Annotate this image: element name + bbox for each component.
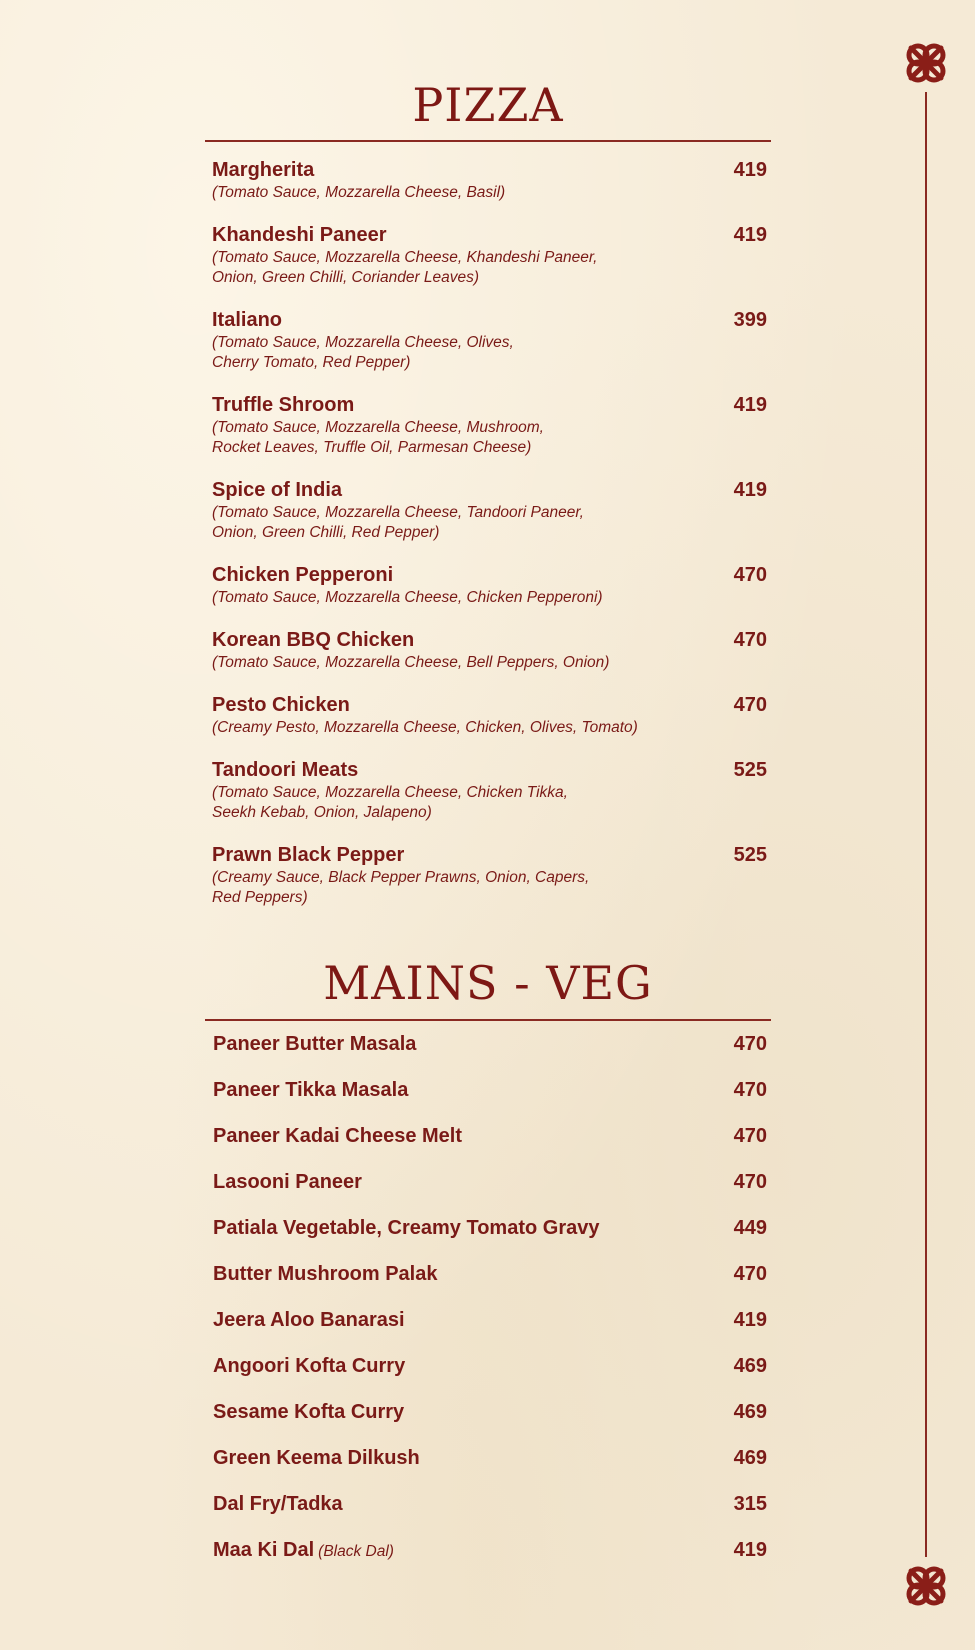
menu-item xyxy=(213,1170,767,1216)
menu-item-name: Angoori Kofta Curry xyxy=(213,1355,406,1377)
menu-item-row xyxy=(212,308,767,332)
menu-item-price: 449 xyxy=(733,1217,767,1239)
menu-item-name-group xyxy=(213,1262,437,1286)
menu-item-name: Lasooni Paneer xyxy=(213,1171,362,1193)
menu-item-description: (Tomato Sauce, Mozzarella Cheese, Chicken Pepperoni) xyxy=(212,589,603,606)
menu-item-name: Pesto Chicken xyxy=(212,694,350,716)
menu-item-row xyxy=(212,563,767,587)
menu-item-price: 419 xyxy=(733,394,767,416)
menu-item-name: Spice of India xyxy=(212,479,343,501)
menu-item-row xyxy=(212,158,767,182)
menu-item-name: Margherita xyxy=(212,159,315,181)
menu-item-name-group xyxy=(213,1078,408,1102)
menu-item-name-group xyxy=(213,1032,416,1056)
menu-item xyxy=(212,693,767,738)
menu-item xyxy=(213,1078,767,1124)
menu-item-row xyxy=(212,758,767,782)
menu-item-row xyxy=(212,393,767,417)
menu-item-price: 469 xyxy=(733,1355,767,1377)
menu-item-name-group xyxy=(213,1308,405,1332)
menu-item-price: 470 xyxy=(733,629,767,651)
menu-item-name: Dal Fry/Tadka xyxy=(213,1493,343,1515)
menu-item xyxy=(212,393,767,458)
mains-veg-list xyxy=(213,1032,767,1584)
menu-item-name: Italiano xyxy=(212,309,283,331)
menu-item-name: Chicken Pepperoni xyxy=(212,564,394,586)
section-title-pizza: PIZZA xyxy=(412,78,564,132)
menu-item-price: 470 xyxy=(733,1171,767,1193)
section-divider xyxy=(205,140,771,142)
menu-item-row xyxy=(212,223,767,247)
menu-item-name-group xyxy=(213,1446,420,1470)
menu-item-description: (Creamy Sauce, Black Pepper Prawns, Onion, Capers, Red Peppers) xyxy=(212,869,590,906)
menu-item-price: 419 xyxy=(733,1539,767,1561)
knot-ornament-icon xyxy=(903,40,949,86)
menu-item-name: Truffle Shroom xyxy=(212,394,355,416)
menu-item-name: Patiala Vegetable, Creamy Tomato Gravy xyxy=(213,1217,600,1239)
menu-item-description: (Tomato Sauce, Mozzarella Cheese, Khandeshi Paneer, Onion, Green Chilli, Coriander Leaves) xyxy=(212,249,598,286)
menu-item-description: (Tomato Sauce, Mozzarella Cheese, Basil) xyxy=(212,184,506,201)
menu-item-description: (Tomato Sauce, Mozzarella Cheese, Chicken Tikka, Seekh Kebab, Onion, Jalapeno) xyxy=(212,784,568,821)
menu-item-price: 419 xyxy=(733,159,767,181)
pizza-list xyxy=(212,158,767,928)
menu-item xyxy=(213,1538,767,1584)
menu-item-price: 470 xyxy=(733,1079,767,1101)
menu-item-price: 469 xyxy=(733,1401,767,1423)
menu-item xyxy=(212,843,767,908)
menu-item-name-group xyxy=(213,1400,404,1424)
menu-item-note: (Black Dal) xyxy=(318,1543,394,1560)
menu-item-price: 469 xyxy=(733,1447,767,1469)
menu-item-name: Butter Mushroom Palak xyxy=(213,1263,438,1285)
menu-item xyxy=(212,158,767,203)
menu-item-name-group xyxy=(213,1354,405,1378)
menu-item-name: Jeera Aloo Banarasi xyxy=(213,1309,405,1331)
menu-item-name-group xyxy=(213,1216,599,1240)
menu-item-description: (Tomato Sauce, Mozzarella Cheese, Mushroom, Rocket Leaves, Truffle Oil, Parmesan Cheese) xyxy=(212,419,544,456)
menu-item xyxy=(213,1308,767,1354)
menu-item-name: Sesame Kofta Curry xyxy=(213,1401,405,1423)
menu-item-price: 399 xyxy=(733,309,767,331)
menu-item-row xyxy=(212,478,767,502)
menu-item-name: Maa Ki Dal xyxy=(213,1539,315,1561)
menu-item-name-group xyxy=(213,1538,394,1564)
vertical-rule xyxy=(925,92,927,1557)
menu-item-description: (Tomato Sauce, Mozzarella Cheese, Bell Peppers, Onion) xyxy=(212,654,610,671)
menu-item-description: (Tomato Sauce, Mozzarella Cheese, Tandoori Paneer, Onion, Green Chilli, Red Pepper) xyxy=(212,504,584,541)
menu-item xyxy=(213,1492,767,1538)
menu-item-price: 470 xyxy=(733,1125,767,1147)
knot-ornament-icon xyxy=(903,1563,949,1609)
menu-item-name: Paneer Tikka Masala xyxy=(213,1079,409,1101)
menu-item xyxy=(212,308,767,373)
menu-item-price: 470 xyxy=(733,1033,767,1055)
menu-item-description: (Tomato Sauce, Mozzarella Cheese, Olives, Cherry Tomato, Red Pepper) xyxy=(212,334,514,371)
menu-item xyxy=(213,1354,767,1400)
menu-item-price: 419 xyxy=(733,1309,767,1331)
menu-item-price: 525 xyxy=(733,844,767,866)
menu-item-price: 525 xyxy=(733,759,767,781)
menu-item-price: 470 xyxy=(733,564,767,586)
menu-item-row xyxy=(212,693,767,717)
menu-item-name-group xyxy=(213,1170,362,1194)
menu-item-price: 419 xyxy=(733,224,767,246)
menu-item-row xyxy=(212,628,767,652)
menu-item xyxy=(213,1032,767,1078)
menu-item xyxy=(213,1124,767,1170)
menu-item xyxy=(213,1446,767,1492)
menu-item-name-group xyxy=(213,1492,343,1516)
menu-item xyxy=(212,758,767,823)
section-title-mains-veg: MAINS - VEG xyxy=(323,956,653,1010)
menu-item-description: (Creamy Pesto, Mozzarella Cheese, Chicken, Olives, Tomato) xyxy=(212,719,638,736)
menu-item-name: Tandoori Meats xyxy=(212,759,359,781)
menu-item xyxy=(212,223,767,288)
menu-item-name: Prawn Black Pepper xyxy=(212,844,405,866)
menu-item-name: Green Keema Dilkush xyxy=(213,1447,420,1469)
menu-item-name: Korean BBQ Chicken xyxy=(212,629,415,651)
section-divider xyxy=(205,1019,771,1021)
menu-item-price: 419 xyxy=(733,479,767,501)
menu-item-price: 470 xyxy=(733,1263,767,1285)
menu-item-name-group xyxy=(213,1124,462,1148)
menu-item xyxy=(213,1262,767,1308)
menu-item-price: 470 xyxy=(733,694,767,716)
menu-item-name: Khandeshi Paneer xyxy=(212,224,387,246)
menu-item-name: Paneer Kadai Cheese Melt xyxy=(213,1125,462,1147)
menu-item xyxy=(213,1400,767,1446)
menu-item xyxy=(212,563,767,608)
menu-item-row xyxy=(212,843,767,867)
menu-item xyxy=(213,1216,767,1262)
menu-item xyxy=(212,628,767,673)
menu-item-price: 315 xyxy=(733,1493,767,1515)
menu-item-name: Paneer Butter Masala xyxy=(213,1033,417,1055)
menu-item xyxy=(212,478,767,543)
